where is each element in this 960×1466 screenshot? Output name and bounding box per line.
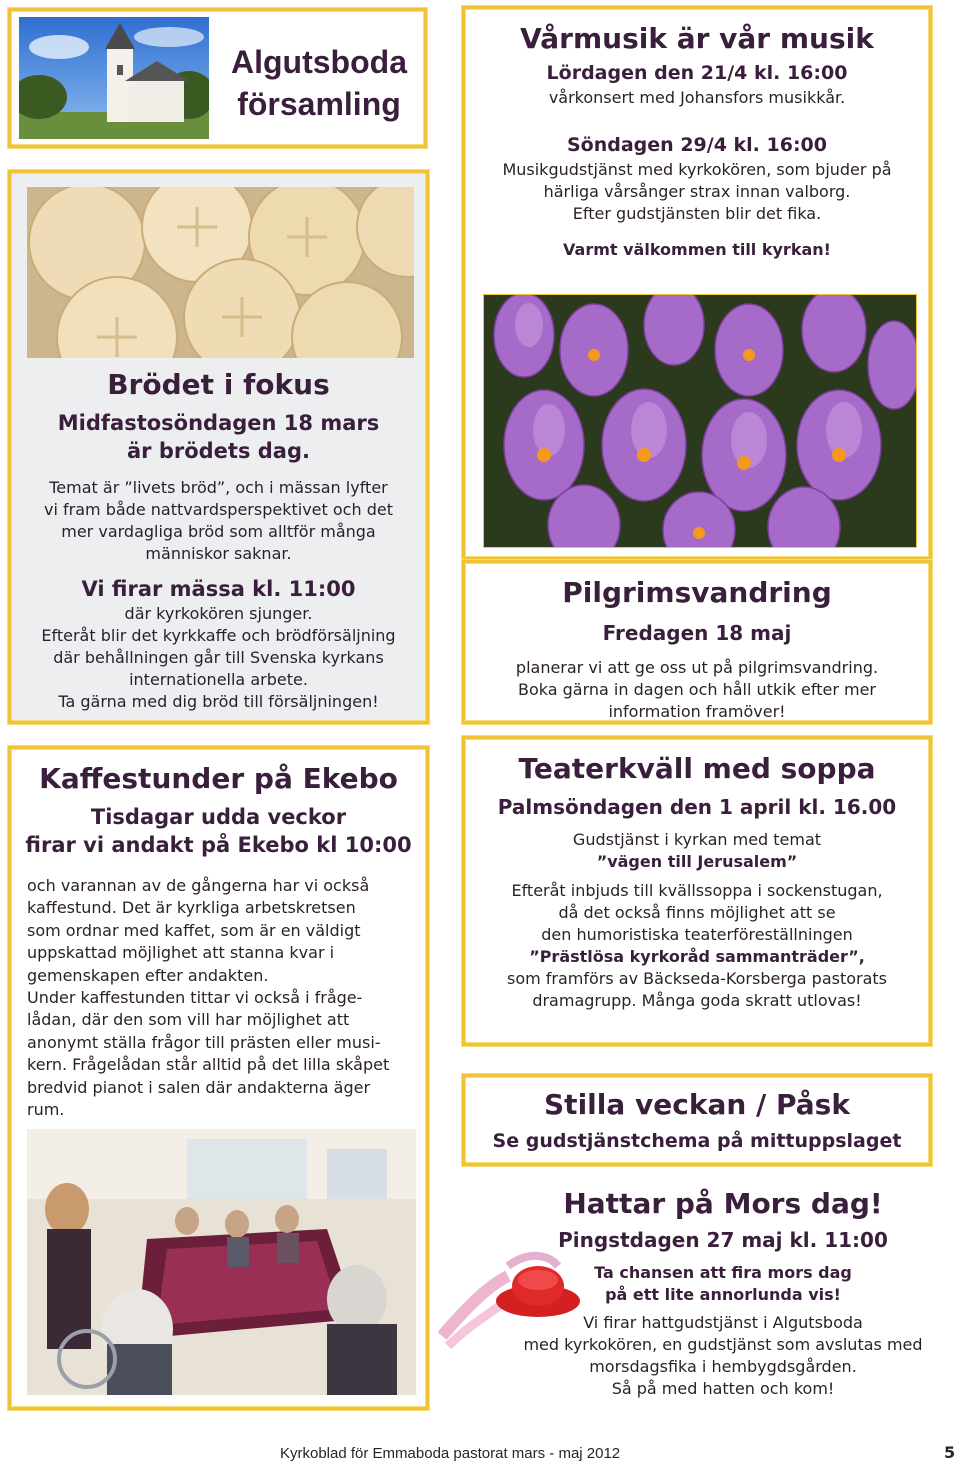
coffee-body-line: Under kaffestunden tittar vi också i fråge- — [27, 988, 363, 1008]
bread-mass-time: Vi firar mässa kl. 11:00 — [81, 577, 356, 601]
bread-body-line: Temat är ”livets bröd”, och i mässan lyfter — [49, 478, 388, 497]
theater-box — [462, 736, 932, 1046]
spring-music-date-2: Söndagen 29/4 kl. 16:00 — [567, 134, 827, 156]
bread-after-line: Ta gärna med dig bröd till försäljningen! — [58, 692, 379, 711]
hats-body — [510, 1312, 936, 1400]
pilgrim-line: information framöver! — [608, 702, 786, 721]
ekebo-coffee-photo — [27, 1129, 416, 1395]
bread-after-line: där behållningen går till Svenska kyrkans — [53, 648, 384, 667]
coffee-body-line: och varannan av de gångerna har vi också — [27, 876, 370, 895]
coffee-sub-1: Tisdagar udda veckor — [90, 805, 347, 829]
coffee-body-line: rum. — [27, 1100, 65, 1120]
theater-body-line: den humoristiska teaterföreställningen — [541, 925, 853, 944]
spring-music-desc-1: vårkonsert med Johansfors musikkår. — [548, 88, 846, 107]
coffee-body-line: uppskattad möjlighet att stanna kvar i — [27, 943, 335, 963]
theater-line-1: Gudstjänst i kyrkan med temat — [572, 830, 822, 849]
easter-title: Stilla veckan / Påsk — [544, 1088, 850, 1121]
bread-subtitle-2: är brödets dag. — [127, 439, 310, 463]
easter-box — [462, 1074, 932, 1166]
pilgrim-line: planerar vi att ge oss ut på pilgrimsvandring. — [515, 658, 879, 677]
crocus-flowers-photo — [483, 294, 917, 548]
title-line-2: församling — [237, 86, 401, 122]
theater-body-line: Efteråt inbjuds till kvällssoppa i sockenstugan, — [511, 881, 883, 900]
bread-subtitle-1: Midfastosöndagen 18 mars — [57, 411, 380, 435]
pilgrim-line: Boka gärna in dagen och håll utkik efter mer — [518, 680, 876, 699]
hats-bold — [510, 1262, 936, 1306]
pilgrim-body — [465, 657, 929, 723]
coffee-body-line: kaffestund. Det är kyrkliga arbetskretsen — [27, 898, 356, 918]
bread-after — [11, 625, 426, 713]
title-line-1: Algutsboda — [231, 44, 407, 80]
spring-music-desc-line: härliga vårsånger strax innan valborg. — [543, 182, 851, 201]
footer-text: Kyrkoblad för Emmaboda pastorat mars - maj 2012 — [280, 1445, 621, 1462]
parish-title — [219, 41, 419, 125]
bread-box — [8, 170, 429, 724]
coffee-sub-2: firar vi andakt på Ekebo kl 10:00 — [25, 833, 412, 857]
bread-subtitle — [11, 409, 426, 465]
pilgrim-box — [462, 560, 932, 724]
bread-body-line: mer vardagliga bröd som alltför många — [61, 522, 376, 541]
bread-body — [11, 477, 426, 565]
theater-play-title: ”Prästlösa kyrkoråd sammanträder”, — [529, 947, 865, 966]
theater-line-2: ”vägen till Jerusalem” — [596, 852, 798, 871]
pilgrim-date: Fredagen 18 maj — [602, 621, 792, 645]
hats-body-line: Vi firar hattgudstjänst i Algutsboda — [583, 1313, 863, 1332]
hats-body-line: Så på med hatten och kom! — [611, 1379, 835, 1398]
hats-body-line: med kyrkokören, en gudstjänst som avslutas med — [523, 1335, 923, 1354]
spring-music-desc-line: Efter gudstjänsten blir det fika. — [572, 204, 822, 223]
coffee-title: Kaffestunder på Ekebo — [39, 762, 398, 795]
coffee-body-line: gemenskapen efter andakten. — [27, 965, 269, 985]
hats-date: Pingstdagen 27 maj kl. 11:00 — [558, 1228, 888, 1252]
spring-music-desc-2 — [465, 159, 929, 225]
bread-title: Brödet i fokus — [107, 368, 330, 401]
church-photo — [19, 17, 209, 139]
coffee-body — [27, 875, 415, 1121]
easter-sub: Se gudstjänstchema på mittuppslaget — [492, 1130, 902, 1152]
theater-title: Teaterkväll med soppa — [518, 752, 876, 785]
theater-body-line: då det också finns möjlighet att se — [558, 903, 836, 922]
coffee-body-line: anonymt ställa frågor till prästen eller musi- — [27, 1032, 381, 1052]
theater-body-line: dramagrupp. Många goda skratt utlovas! — [532, 991, 862, 1010]
coffee-body-line: bredvid pianot i salen där andakterna äger — [27, 1077, 371, 1097]
pilgrim-title: Pilgrimsvandring — [562, 576, 832, 609]
hats-bold-line-1: Ta chansen att fira mors dag — [594, 1263, 852, 1282]
page-number: 5 — [944, 1443, 956, 1462]
theater-body-line: som framförs av Bäckseda-Korsberga pastorats — [506, 969, 888, 988]
bread-after-line: internationella arbete. — [129, 670, 308, 689]
theater-date: Palmsöndagen den 1 april kl. 16.00 — [497, 795, 897, 819]
spring-music-title: Vårmusik är vår musik — [520, 22, 874, 55]
bread-body-line: människor saknar. — [145, 544, 292, 563]
spring-music-desc-line: Musikgudstjänst med kyrkokören, som bjuder på — [502, 160, 892, 179]
header-box — [8, 8, 427, 148]
coffee-body-line: som ordnar med kaffet, som är en väldigt — [27, 920, 361, 940]
bread-choir: där kyrkokören sjunger. — [124, 604, 313, 623]
theater-body — [465, 880, 929, 1012]
communion-bread-photo — [27, 187, 414, 358]
coffee-box — [8, 746, 429, 1410]
spring-music-date-1: Lördagen den 21/4 kl. 16:00 — [546, 62, 848, 84]
hats-title: Hattar på Mors dag! — [563, 1187, 883, 1220]
bread-body-line: vi fram både nattvardsperspektivet och det — [44, 500, 393, 519]
spring-music-welcome: Varmt välkommen till kyrkan! — [563, 240, 831, 259]
spring-music-box — [462, 6, 932, 560]
bread-after-line: Efteråt blir det kyrkkaffe och brödförsäljning — [41, 626, 396, 645]
hats-bold-line-2: på ett lite annorlunda vis! — [605, 1285, 841, 1304]
hats-body-line: morsdagsfika i hembygdsgården. — [589, 1357, 857, 1376]
coffee-body-line: kern. Frågelådan står alltid på det lilla skåpet — [27, 1055, 390, 1075]
coffee-body-line: lådan, där den som vill har möjlighet att — [27, 1010, 350, 1030]
